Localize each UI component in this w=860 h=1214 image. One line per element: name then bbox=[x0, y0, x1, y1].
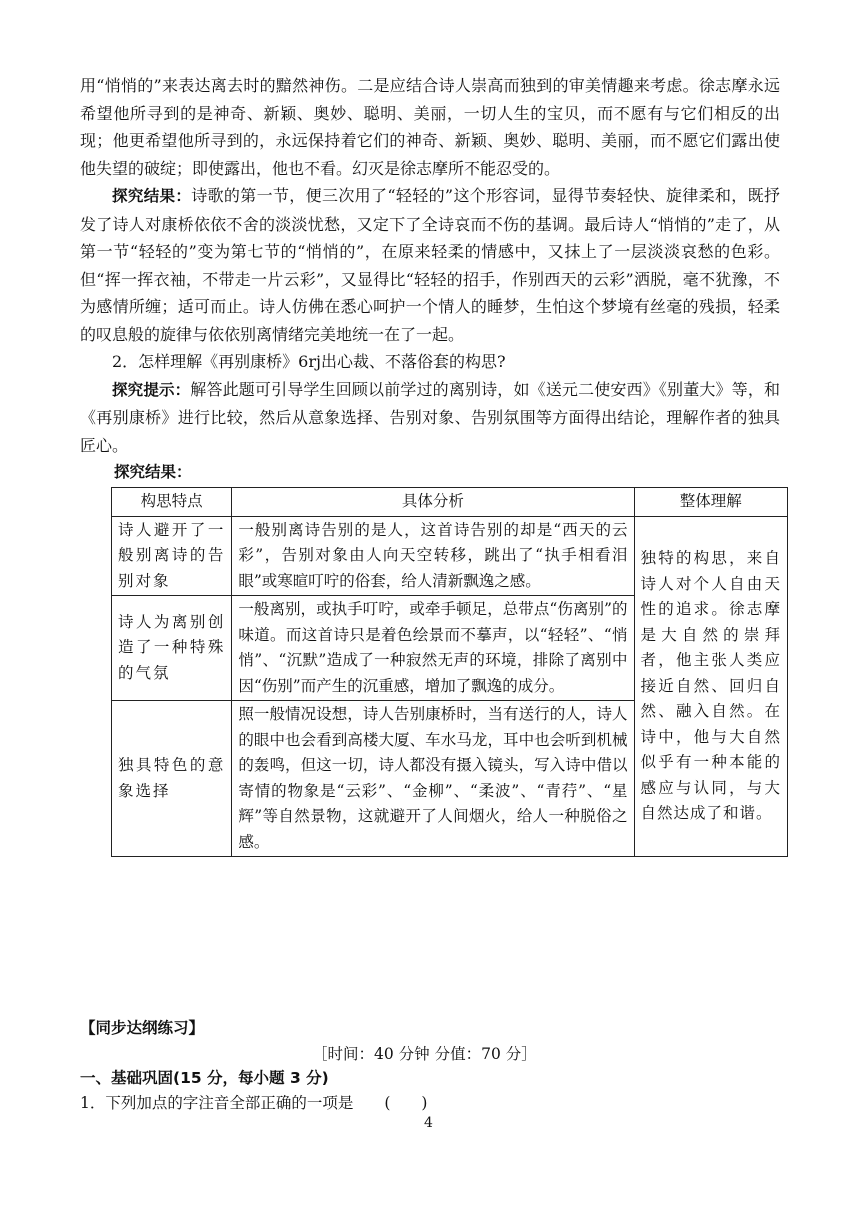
table-header-row bbox=[112, 488, 788, 517]
cell-feature: 独具特色的意象选择 bbox=[112, 701, 232, 857]
header-overall: 整体理解 bbox=[634, 488, 787, 517]
header-analysis: 具体分析 bbox=[232, 488, 634, 517]
result-label: 探究结果： bbox=[112, 187, 192, 205]
document-body bbox=[80, 72, 780, 486]
time-info: ［时间：40 分钟 分值：70 分］ bbox=[312, 1045, 537, 1063]
result-text: 诗歌的第一节，便三次用了“轻轻的”这个形容词，显得节奏轻快、旋律柔和，既抒发了诗人对康桥依依不舍的淡淡忧愁，又定下了全诗哀而不伤的基调。最后诗人“悄悄的”走了，从第一节“轻轻的”变为第七节的“悄悄的”，在原来轻柔的情感中，又抹上了一层淡淡哀愁的色彩。但“挥一挥衣袖，不带走一片云彩”，又显得比“轻轻的招手，作别西天的云彩”洒脱，毫不犹豫，不为感情所缠；适可而止。诗人仿佛在悉心呵护一个情人的睡梦，生怕这个梦境有丝毫的残损，轻柔的叹息般的旋律与依依别离情绪完美地统一在了一起。 bbox=[80, 186, 780, 344]
paragraph-continuation: 用“悄悄的”来表达离去时的黯然神伤。二是应结合诗人崇高而独到的审美情趣来考虑。徐志摩永远希望他所寻到的是神奇、新颖、奥妙、聪明、美丽，一切人生的宝贝，而不愿有与它们相反的出现；他更希望他所寻到的，永远保持着它们的神奇、新颖、奥妙、聪明、美丽，而不愿它们露出使他失望的破绽；即使露出，他也不看。幻灭是徐志摩所不能忍受的。 bbox=[80, 76, 780, 178]
cell-analysis: 照一般情况设想，诗人告别康桥时，当有送行的人，诗人的眼中也会看到高楼大厦、车水马龙，耳中也会听到机械的轰鸣，但这一切，诗人都没有摄入镜头，写入诗中借以寄情的物象是“云彩”、“金柳”、“柔波”、“青荇”、“星辉”等自然景物，这就避开了人间烟火，给人一种脱俗之感。 bbox=[232, 701, 634, 857]
hint-label: 探究提示： bbox=[112, 380, 191, 399]
header-feature: 构思特点 bbox=[112, 488, 232, 517]
cell-overall: 独特的构思，来自诗人对个人自由天性的追求。徐志摩是大自然的崇拜者，他主张人类应接近自然、回归自然、融入自然。在诗中，他与大自然似乎有一种本能的感应与认同，与大自然达成了和谐。 bbox=[634, 516, 787, 857]
analysis-table bbox=[111, 487, 788, 857]
cell-feature: 诗人避开了一般别离诗的告别对象 bbox=[112, 516, 232, 596]
cell-analysis: 一般别离诗告别的是人，这首诗告别的却是“西天的云彩”，告别对象由人向天空转移，跳出了“执手相看泪眼”或寒暄叮咛的俗套，给人清新飘逸之感。 bbox=[232, 516, 634, 596]
exercise-heading: 【同步达纲练习】 bbox=[80, 1019, 205, 1037]
hint-text: 解答此题可引导学生回顾以前学过的离别诗，如《送元二使安西》《别董大》等，和《再别康桥》进行比较，然后从意象选择、告别对象、告别氛围等方面得出结论，理解作者的独具匠心。 bbox=[80, 379, 780, 455]
page-number: 4 bbox=[424, 1115, 433, 1131]
question-1: 1．下列加点的字注音全部正确的一项是 ( ) bbox=[80, 1094, 428, 1112]
paragraph-hint bbox=[80, 376, 780, 460]
section-heading: 一、基础巩固(15 分，每小题 3 分) bbox=[80, 1069, 329, 1087]
result-label-2: 探究结果： bbox=[114, 463, 192, 481]
question-2: 2．怎样理解《再别康桥》6rj出心裁、不落俗套的构思? bbox=[112, 352, 506, 371]
cell-analysis: 一般离别，或执手叮咛，或牵手顿足，总带点“伤离别”的味道。而这首诗只是着色绘景而不摹声，以“轻轻”、“悄悄”、“沉默”造成了一种寂然无声的环境，排除了离别中因“伤别”而产生的沉重感，增加了飘逸的成分。 bbox=[232, 596, 634, 701]
paragraph-result-1 bbox=[80, 182, 780, 348]
table-row bbox=[112, 516, 788, 596]
cell-feature: 诗人为离别创造了一种特殊的气氛 bbox=[112, 596, 232, 701]
